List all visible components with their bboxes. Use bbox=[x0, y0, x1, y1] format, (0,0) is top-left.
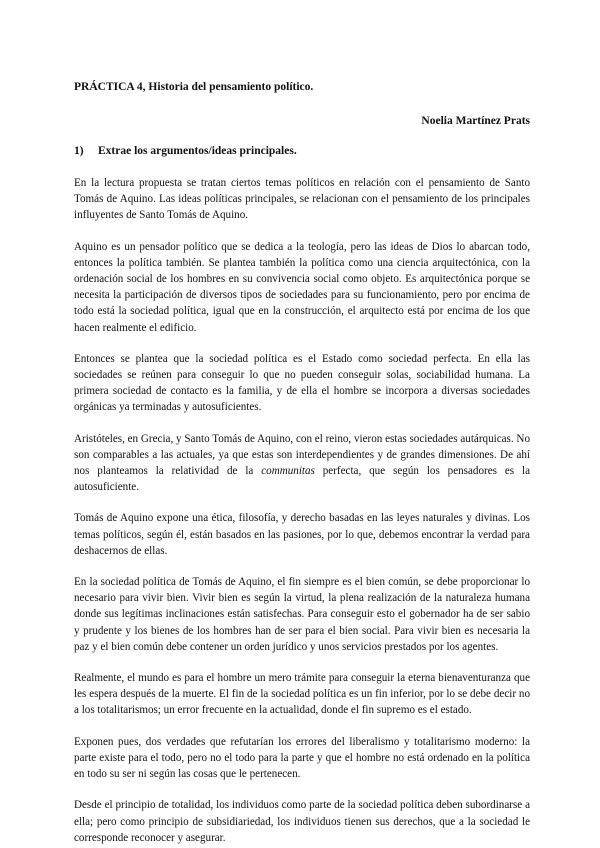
paragraph-6: En la sociedad política de Tomás de Aquino, el fin siempre es el bien común, se debe proporcionar lo necesario para vivir bien. Vivir bien es según la virtud, la plena realización de la naturaleza humana donde sus legítimas inclinaciones están satisfechas. Para conseguir esto el gobernador ha de ser sabio y prudente y los bienes de los hombres han de ser para el bien social. Para vivir bien es necesaria la paz y el bien común debe contener un orden jurídico y unos servicios prestados por los agentes. bbox=[74, 576, 530, 653]
section-heading bbox=[74, 144, 530, 158]
document-title: PRÁCTICA 4, Historia del pensamiento político. bbox=[74, 81, 314, 93]
paragraph-8: Exponen pues, dos verdades que refutarían los errores del liberalismo y totalitarismo moderno: la parte existe para el todo, pero no el todo para la parte y que el hombre no está ordenado en la política en todo su ser ni según las cosas que le pertenecen. bbox=[74, 735, 530, 781]
paragraph-1: En la lectura propuesta se tratan ciertos temas políticos en relación con el pensamiento de Santo Tomás de Aquino. Las ideas políticas principales, se relacionan con el pensamiento de los principales influyentes de Santo Tomás de Aquino. bbox=[74, 177, 530, 222]
paragraph-9: Desde el principio de totalidad, los individuos como parte de la sociedad política deben subordinarse a ella; pero como principio de subsidiariedad, los individuos tienen sus derechos, que a la sociedad le corresponde reconocer y asegurar. bbox=[74, 799, 530, 844]
paragraph-3: Entonces se plantea que la sociedad política es el Estado como sociedad perfecta. En ella las sociedades se reúnen para conseguir lo que no pueden conseguir solas, sociabilidad humana. La primera sociedad de contacto es la familia, y de ella el hombre se incorpora a diversas sociedades orgánicas ya terminadas y autosuficientes. bbox=[74, 352, 530, 414]
paragraph-7: Realmente, el mundo es para el hombre un mero trámite para conseguir la eterna bienaventuranza que les espera después de la muerte. El fin de la sociedad política es un fin inferior, por lo se debe decir no a los totalitarismos; un error frecuente en la actualidad, donde el fin supremo es el estado. bbox=[74, 672, 530, 717]
section-number: 1) bbox=[74, 145, 84, 157]
paragraph-2: Aquino es un pensador político que se dedica a la teología, pero las ideas de Dios lo abarcan todo, entonces la política también. Se plantea también la política como una ciencia arquitectónica, con la ordenación social de los hombres en su convivencia social como objeto. Es arquitectónica porque se necesita la participación de diversos tipos de sociedades para su funcionamiento, pero por encima de todo está la sociedad política, igual que en la construcción, el arquitecto está por encima de los que hacen realmente el edificio. bbox=[74, 240, 530, 334]
author-name: Noelia Martínez Prats bbox=[421, 115, 530, 127]
section-heading-text: Extrae los argumentos/ideas principales. bbox=[98, 145, 297, 157]
paragraph-4: Aristóteles, en Grecia, y Santo Tomás de Aquino, con el reino, vieron estas sociedades autárquicas. No son comparables a las actuales, ya que estas son interdependientes y de grandes dimensiones. De ahí nos planteamos la relatividad de la communitas perfecta, que según los pensadores es la autosuficiente. bbox=[74, 432, 530, 494]
paragraph-5: Tomás de Aquino expone una ética, filosofía, y derecho basadas en las leyes naturales y divinas. Los temas políticos, según él, están basados en las pasiones, por lo que, debemos encontrar la verdad para deshacernos de ellas. bbox=[74, 512, 530, 557]
